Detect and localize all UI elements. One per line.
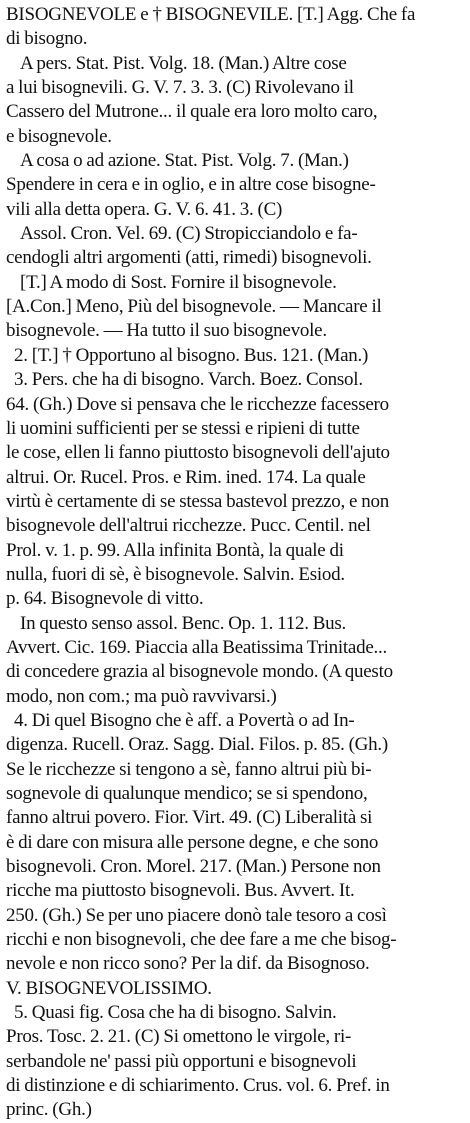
entry-line: [T.] A modo di Sost. Fornire il bisognevole. (20, 271, 337, 293)
entry-line: è di dare con misura alle persone degne, e che sono (6, 831, 379, 853)
entry-line: li uomini sufficienti per se stessi e ripieni di tutte (6, 417, 360, 439)
entry-line: virtù è certamente di se stessa bastevol prezzo, e non (6, 490, 389, 512)
entry-line: fanno altrui povero. Fior. Virt. 49. (C) Liberalità si (6, 807, 373, 829)
entry-line: In questo senso assol. Benc. Op. 1. 112. Bus. (20, 612, 347, 634)
entry-line: di concedere grazia al bisognevole mondo. (A questo (6, 661, 393, 683)
entry-line: altrui. Or. Rucel. Pros. e Rim. ined. 174. La quale (6, 466, 366, 488)
entry-line: 2. [T.] † Opportuno al bisogno. Bus. 121. (Man.) (14, 344, 369, 366)
entry-line: Prol. v. 1. p. 99. Alla infinita Bontà, la quale di (6, 539, 344, 561)
entry-line: Spendere in cera e in oglio, e in altre cose bisogne- (6, 174, 376, 196)
entry-line: le cose, ellen li fanno piuttosto bisognevoli dell'ajuto (6, 442, 390, 464)
entry-line: [A.Con.] Meno, Più del bisognevole. — Mancare il (6, 296, 382, 318)
entry-line: 4. Di quel Bisogno che è aff. a Povertà o ad In- (14, 709, 355, 731)
entry-line: bisognevoli. Cron. Morel. 217. (Man.) Persone non (6, 856, 381, 878)
entry-line: A pers. Stat. Pist. Volg. 18. (Man.) Altre cose (20, 52, 347, 74)
entry-line: princ. (Gh.) (6, 1099, 92, 1121)
entry-line: nulla, fuori di sè, è bisognevole. Salvin. Esiod. (6, 563, 345, 585)
entry-line: 64. (Gh.) Dove si pensava che le ricchezze facessero (6, 393, 389, 415)
entry-line: Cassero del Mutrone... il quale era loro molto caro, (6, 101, 378, 123)
entry-line: digenza. Rucell. Oraz. Sagg. Dial. Filos. p. 85. (Gh.) (6, 734, 388, 756)
entry-line: vili alla detta opera. G. V. 6. 41. 3. (C) (6, 198, 283, 220)
entry-line: 5. Quasi fig. Cosa che ha di bisogno. Salvin. (14, 1002, 337, 1024)
entry-line: nevole e non ricco sono? Per la dif. da Bisognoso. (6, 953, 370, 975)
entry-line: p. 64. Bisognevole di vitto. (6, 588, 204, 610)
entry-line: Assol. Cron. Vel. 69. (C) Stropicciandolo e fa- (20, 223, 358, 245)
entry-line: V. BISOGNEVOLISSIMO. (6, 977, 212, 999)
entry-line: di bisogno. (6, 28, 88, 50)
entry-line: modo, non com.; ma può ravvivarsi.) (6, 685, 277, 707)
entry-line: 250. (Gh.) Se per uno piacere donò tale tesoro a così (6, 904, 387, 926)
entry-line: BISOGNEVOLE e † BISOGNEVILE. [T.] Agg. Che fa (6, 4, 416, 25)
entry-line: bisognevole. — Ha tutto il suo bisognevole. (6, 320, 327, 342)
entry-line: di distinzione e di schiarimento. Crus. vol. 6. Pref. in (6, 1075, 390, 1097)
entry-line: 3. Pers. che ha di bisogno. Varch. Boez. Consol. (14, 369, 363, 391)
entry-line: Se le ricchezze si tengono a sè, fanno altrui più bi- (6, 758, 372, 780)
entry-line: A cosa o ad azione. Stat. Pist. Volg. 7. (Man.) (20, 150, 349, 172)
entry-line: cendogli altri argomenti (atti, rimedi) bisognevoli. (6, 247, 372, 269)
entry-line: ricche ma piuttosto bisognevoli. Bus. Avvert. It. (6, 880, 355, 902)
entry-line: Avvert. Cic. 169. Piaccia alla Beatissima Trinitade... (6, 636, 388, 658)
entry-line: ricchi e non bisognevoli, che dee fare a me che bisog- (6, 929, 397, 951)
entry-line: bisognevole dell'altrui ricchezze. Pucc. Centil. nel (6, 515, 371, 537)
entry-line: e bisognevole. (6, 125, 112, 147)
entry-line: sognevole di qualunque mendico; se si spendono, (6, 783, 368, 804)
entry-line: serbandole ne' passi più opportuni e bisognevoli (6, 1050, 357, 1072)
entry-line: a lui bisognevili. G. V. 7. 3. 3. (C) Rivolevano il (6, 77, 354, 99)
entry-line: Pros. Tosc. 2. 21. (C) Si omettono le virgole, ri- (6, 1026, 352, 1048)
